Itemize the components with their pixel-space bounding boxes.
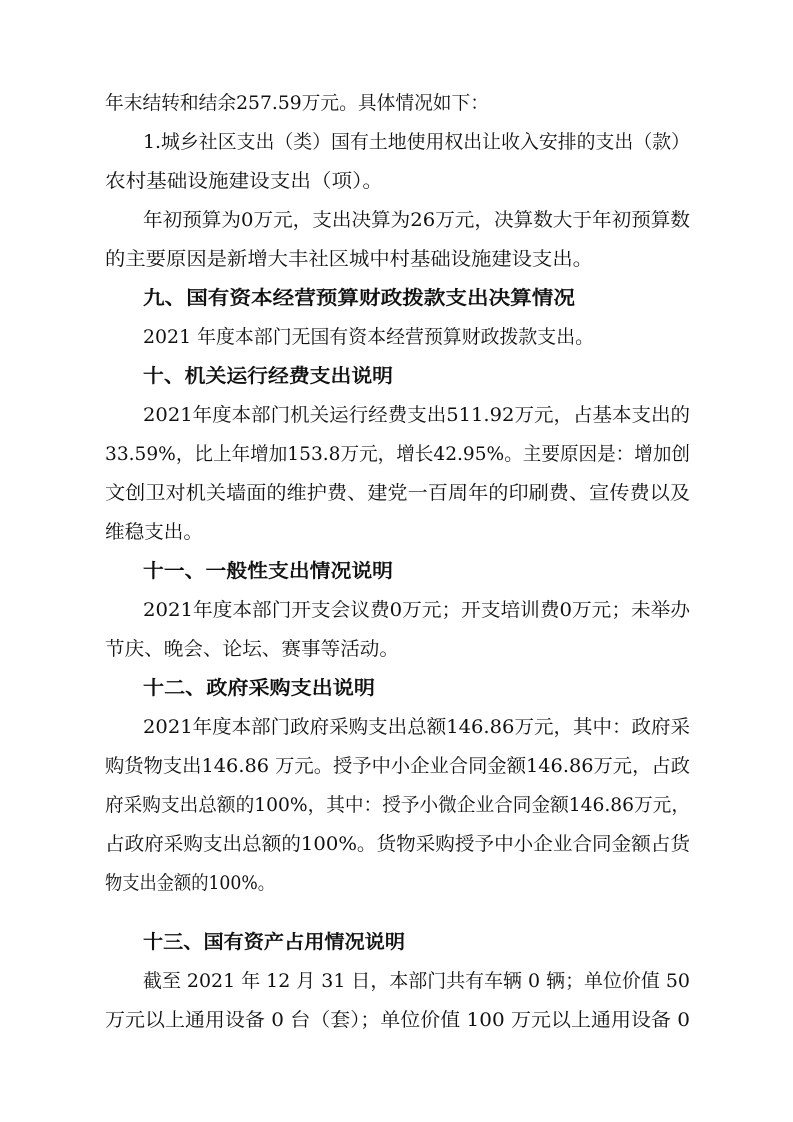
paragraph-line: [0, 707, 793, 747]
paragraph-line: [0, 239, 793, 279]
line-text: 截至 2021 年 12 月 31 日，本部门共有车辆 0 辆；单位价值 50: [143, 970, 690, 992]
paragraph-line: [0, 434, 793, 474]
heading-text: 十一、一般性支出情况说明: [143, 560, 393, 582]
line-text: 33.59%，比上年增加153.8万元，增长42.95%。主要原因是：增加创: [105, 443, 690, 465]
line-text: 维稳支出。: [105, 521, 203, 543]
paragraph-line: [0, 746, 793, 786]
line-text: 2021年度本部门机关运行经费支出511.92万元，占基本支出的: [143, 404, 690, 426]
section-heading: [0, 278, 793, 318]
paragraph-line: [0, 395, 793, 435]
section-heading: [0, 356, 793, 396]
line-text: 节庆、晚会、论坛、赛事等活动。: [105, 638, 399, 660]
paragraph-line: [0, 824, 793, 864]
paragraph-line: [0, 863, 793, 903]
paragraph-line: [0, 590, 793, 630]
section-heading: [0, 922, 793, 962]
heading-text: 十、机关运行经费支出说明: [143, 365, 393, 387]
heading-text: 九、国有资本经营预算财政拨款支出决算情况: [143, 287, 575, 309]
line-text: 2021 年度本部门无国有资本经营预算财政拨款支出。: [143, 326, 594, 348]
paragraph-line: [0, 83, 793, 123]
paragraph-line: [0, 317, 793, 357]
line-text: 2021年度本部门政府采购支出总额146.86万元，其中：政府采: [143, 716, 690, 738]
line-text: 占政府采购支出总额的100%。货物采购授予中小企业合同金额占货: [105, 833, 690, 855]
line-text: 年初预算为0万元，支出决算为26万元，决算数大于年初预算数: [143, 209, 690, 231]
line-text: 2021年度本部门开支会议费0万元；开支培训费0万元；未举办: [143, 599, 690, 621]
line-text: 物支出金额的100%。: [105, 872, 275, 894]
paragraph-line: [0, 161, 793, 201]
paragraph-line: [0, 512, 793, 552]
paragraph-line: [0, 961, 793, 1001]
paragraph-line: [0, 785, 793, 825]
heading-text: 十二、政府采购支出说明: [143, 677, 375, 699]
line-text: 购货物支出146.86 万元。授予中小企业合同金额146.86万元，占政: [105, 755, 690, 777]
paragraph-line: [0, 122, 793, 162]
paragraph-line: [0, 1000, 793, 1040]
section-heading: [0, 668, 793, 708]
line-text: 年末结转和结余257.59万元。具体情况如下：: [105, 92, 489, 114]
paragraph-line: [0, 473, 793, 513]
paragraph-line: [0, 200, 793, 240]
line-text: 府采购支出总额的100%，其中：授予小微企业合同金额146.86万元，: [105, 794, 690, 816]
heading-text: 十三、国有资产占用情况说明: [143, 931, 405, 953]
section-heading: [0, 551, 793, 591]
line-text: 农村基础设施建设支出（项）。: [105, 170, 383, 192]
line-text: 文创卫对机关墙面的维护费、建党一百周年的印刷费、宣传费以及: [105, 482, 690, 504]
line-text: 1.城乡社区支出（类）国有土地使用权出让收入安排的支出（款）: [143, 131, 690, 153]
line-text: 的主要原因是新增大丰社区城中村基础设施建设支出。: [105, 248, 593, 270]
line-text: 万元以上通用设备 0 台（套）；单位价值 100 万元以上通用设备 0: [105, 1009, 690, 1031]
paragraph-line: [0, 629, 793, 669]
